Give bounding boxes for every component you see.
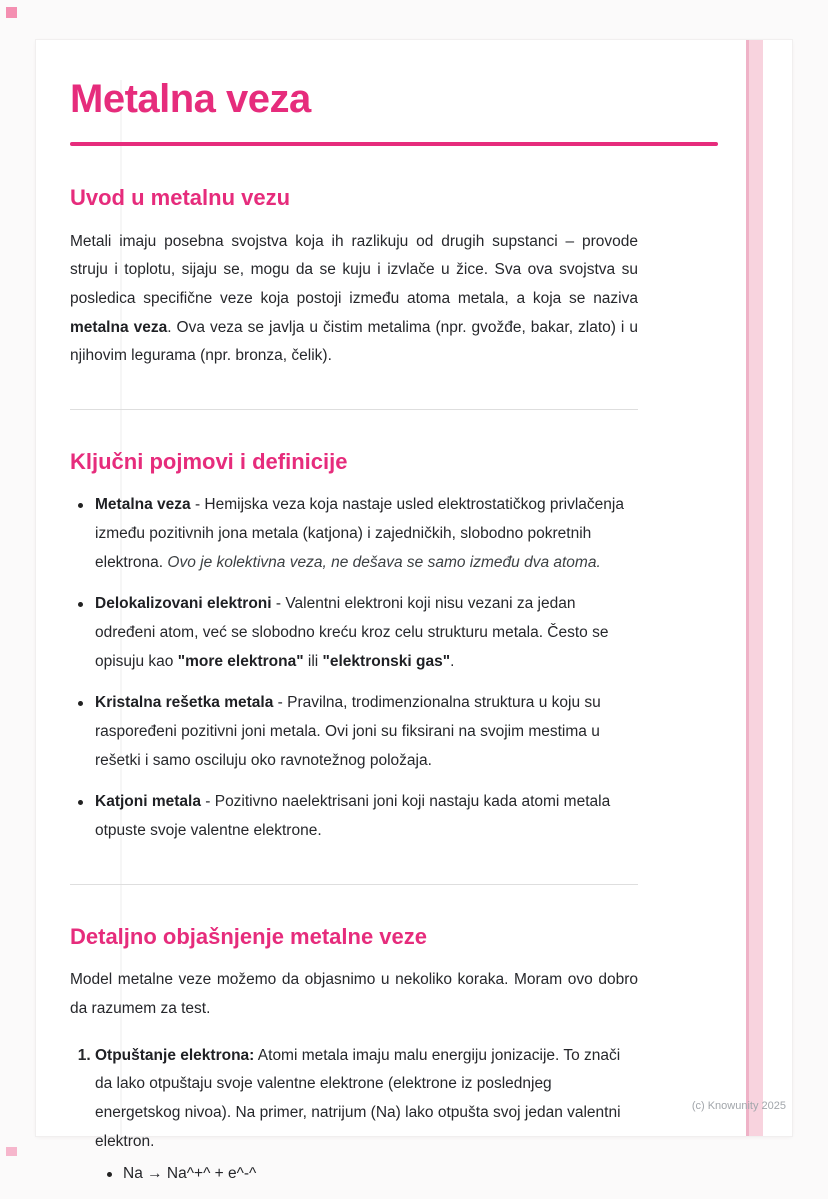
definition-item-katjoni-metala xyxy=(95,788,638,845)
definition-bold-more-elektrona: "more elektrona" xyxy=(177,652,304,670)
section-divider-2 xyxy=(70,884,638,885)
definition-text: - Pravilna, trodimenzionalna struktura u koju su raspoređeni pozitivni joni metala. Ovi joni su fiksirani na svojim mestima u rešetki i samo osciluju oko ravnotežnog položaja. xyxy=(95,694,601,769)
definition-text: . xyxy=(450,652,455,670)
copyright-footer: (c) Knowunity 2025 xyxy=(691,1100,786,1112)
section-divider-1 xyxy=(70,409,638,410)
intro-text-1: Metali imaju posebna svojstva koja ih razlikuju od drugih supstanci – provode struju i toplotu, sijaju se, mogu da se kuju i izvlače u žice. Sva ova svojstva su posledica specifične veze koja postoji između atoma metala, a koja se naziva xyxy=(70,232,638,307)
formula-text: Na → Na^+^ + e^-^ xyxy=(123,1165,257,1183)
objasnjenje-paragraph: Model metalne veze možemo da objasnimo u nekoliko koraka. Moram ovo dobro da razumem za test. xyxy=(70,971,638,1017)
definition-text: - Valentni elektroni koji nisu vezani za jedan određeni atom, već se slobodno kreću kroz celu strukturu metala. Često se opisuju kao xyxy=(95,595,609,670)
step-sub-item xyxy=(123,1160,638,1189)
step-term: Otpuštanje elektrona: xyxy=(95,1046,255,1064)
definitions-list xyxy=(70,491,638,845)
definition-item-kristalna-resetka xyxy=(95,689,638,775)
section-heading-intro: Uvod u metalnu vezu xyxy=(70,185,291,210)
intro-text-2: . Ova veza se javlja u čistim metalima (npr. gvožđe, bakar, zlato) i u njihovim legurama (npr. bronza, čelik). xyxy=(70,318,639,365)
definition-term: Kristalna rešetka metala xyxy=(95,694,274,712)
document-content xyxy=(70,40,638,1199)
step-item-1 xyxy=(95,1042,638,1189)
definition-item-metalna-veza xyxy=(95,491,638,577)
title-underline xyxy=(70,142,718,146)
document-page xyxy=(36,40,792,1183)
right-pink-stripe xyxy=(746,40,763,1136)
definition-item-delokalizovani-elektroni xyxy=(95,590,638,676)
definition-text: - Hemijska veza koja nastaje usled elektrostatičkog privlačenja između pozitivnih jona metala (katjona) i zajedničkih, slobodno pokretnih elektrona. xyxy=(95,496,624,571)
definition-term: Metalna veza xyxy=(95,496,191,514)
step-sublist xyxy=(95,1160,638,1189)
definition-text: - Pozitivno naelektrisani joni koji nastaju kada atomi metala otpuste svoje valentne elektrone. xyxy=(95,793,611,840)
section-heading-pojmovi: Ključni pojmovi i definicije xyxy=(70,448,348,474)
corner-mark-top-left xyxy=(6,7,17,18)
definition-term: Delokalizovani elektroni xyxy=(95,595,272,613)
definition-italic-note: Ovo je kolektivna veza, ne dešava se samo između dva atoma. xyxy=(167,553,601,571)
steps-list xyxy=(70,1042,638,1189)
step-text: Atomi metala imaju malu energiju jonizacije. To znači da lako otpuštaju svoje valentne elektrone (elektrone iz poslednjeg energetskog nivoa). Na primer, natrijum (Na) lako otpušta svoj jedan valentni elektron. xyxy=(95,1046,621,1150)
section-heading-objasnjenje: Detaljno objašnjenje metalne veze xyxy=(70,923,428,949)
page-title: Metalna veza xyxy=(70,77,311,121)
intro-bold-metalna-veza: metalna veza xyxy=(70,318,168,336)
corner-mark-bottom-left xyxy=(6,1147,17,1156)
definition-bold-elektronski-gas: "elektronski gas" xyxy=(322,652,451,670)
intro-paragraph xyxy=(70,228,638,371)
definition-text: ili xyxy=(303,652,323,670)
definition-term: Katjoni metala xyxy=(95,793,201,811)
